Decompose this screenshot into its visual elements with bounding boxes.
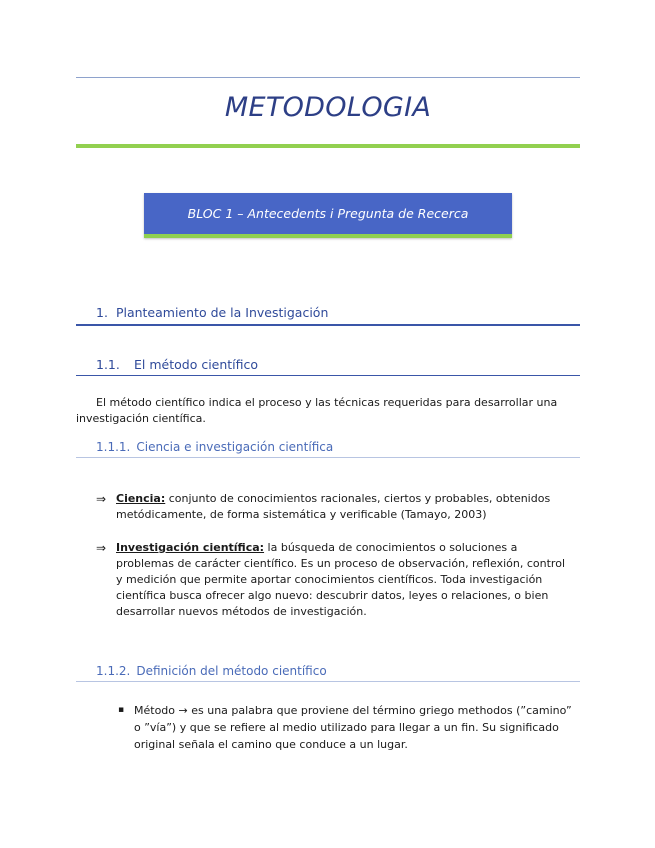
heading-3-rule	[76, 681, 580, 682]
term-label: Ciencia:	[116, 492, 166, 505]
square-bullet-icon: ▪	[118, 705, 125, 715]
heading-number: 1.1.1.	[96, 440, 131, 454]
heading-2-rule	[76, 375, 580, 376]
arrow-marker-icon: ⇒	[96, 541, 107, 555]
heading-text: El método científico	[134, 357, 259, 372]
list-item-body: Método → es una palabra que proviene del término griego methodos (”camino” o ”vía”) y que se refiere al medio utilizado para llegar a un fin. Su significado original señala el camino que conduce a un lugar.	[134, 704, 572, 751]
list-item-investigacion	[96, 540, 572, 620]
title-underline	[76, 144, 580, 148]
arrow-marker-icon: ⇒	[96, 492, 107, 506]
top-divider	[76, 77, 580, 78]
term-definition: conjunto de conocimientos racionales, ciertos y probables, obtenidos metódicamente, de forma sistemática y verificable (Tamayo, 2003)	[116, 492, 551, 521]
bloc-banner-label: BLOC 1 – Antecedents i Pregunta de Recerca	[187, 206, 469, 221]
heading-text: Planteamiento de la Investigación	[115, 305, 329, 320]
heading-section-1-1-1	[96, 440, 333, 454]
list-item-body	[116, 540, 572, 620]
heading-number: 1.1.2.	[96, 664, 131, 678]
heading-3-rule	[76, 457, 580, 458]
term-definition: la búsqueda de conocimientos o soluciones a problemas de carácter científico. Es un proceso de observación, reflexión, control y medición que permite aportar conocimientos científicos. Toda investigación científica busca ofrecer algo nuevo: descubrir datos, leyes o relaciones, o bien desarrollar nuevos métodos de investigación.	[116, 541, 566, 618]
heading-section-1	[96, 305, 328, 320]
heading-section-1-1-2	[96, 664, 327, 678]
heading-1-rule	[76, 324, 580, 326]
heading-section-1-1	[96, 357, 258, 372]
heading-text: Ciencia e investigación científica	[136, 440, 334, 454]
heading-number: 1.	[96, 305, 108, 320]
paragraph-metodo: El método científico indica el proceso y las técnicas requeridas para desarrollar una investigación científica.	[76, 396, 558, 425]
page-title: METODOLOGIA	[224, 92, 432, 123]
term-label: Investigación científica:	[116, 541, 265, 554]
heading-number: 1.1.	[96, 357, 120, 372]
list-item-metodo	[118, 702, 578, 753]
list-item-ciencia	[96, 491, 572, 523]
heading-text: Definición del método científico	[136, 664, 327, 678]
bloc-banner	[144, 193, 512, 238]
list-item-body	[116, 491, 572, 523]
